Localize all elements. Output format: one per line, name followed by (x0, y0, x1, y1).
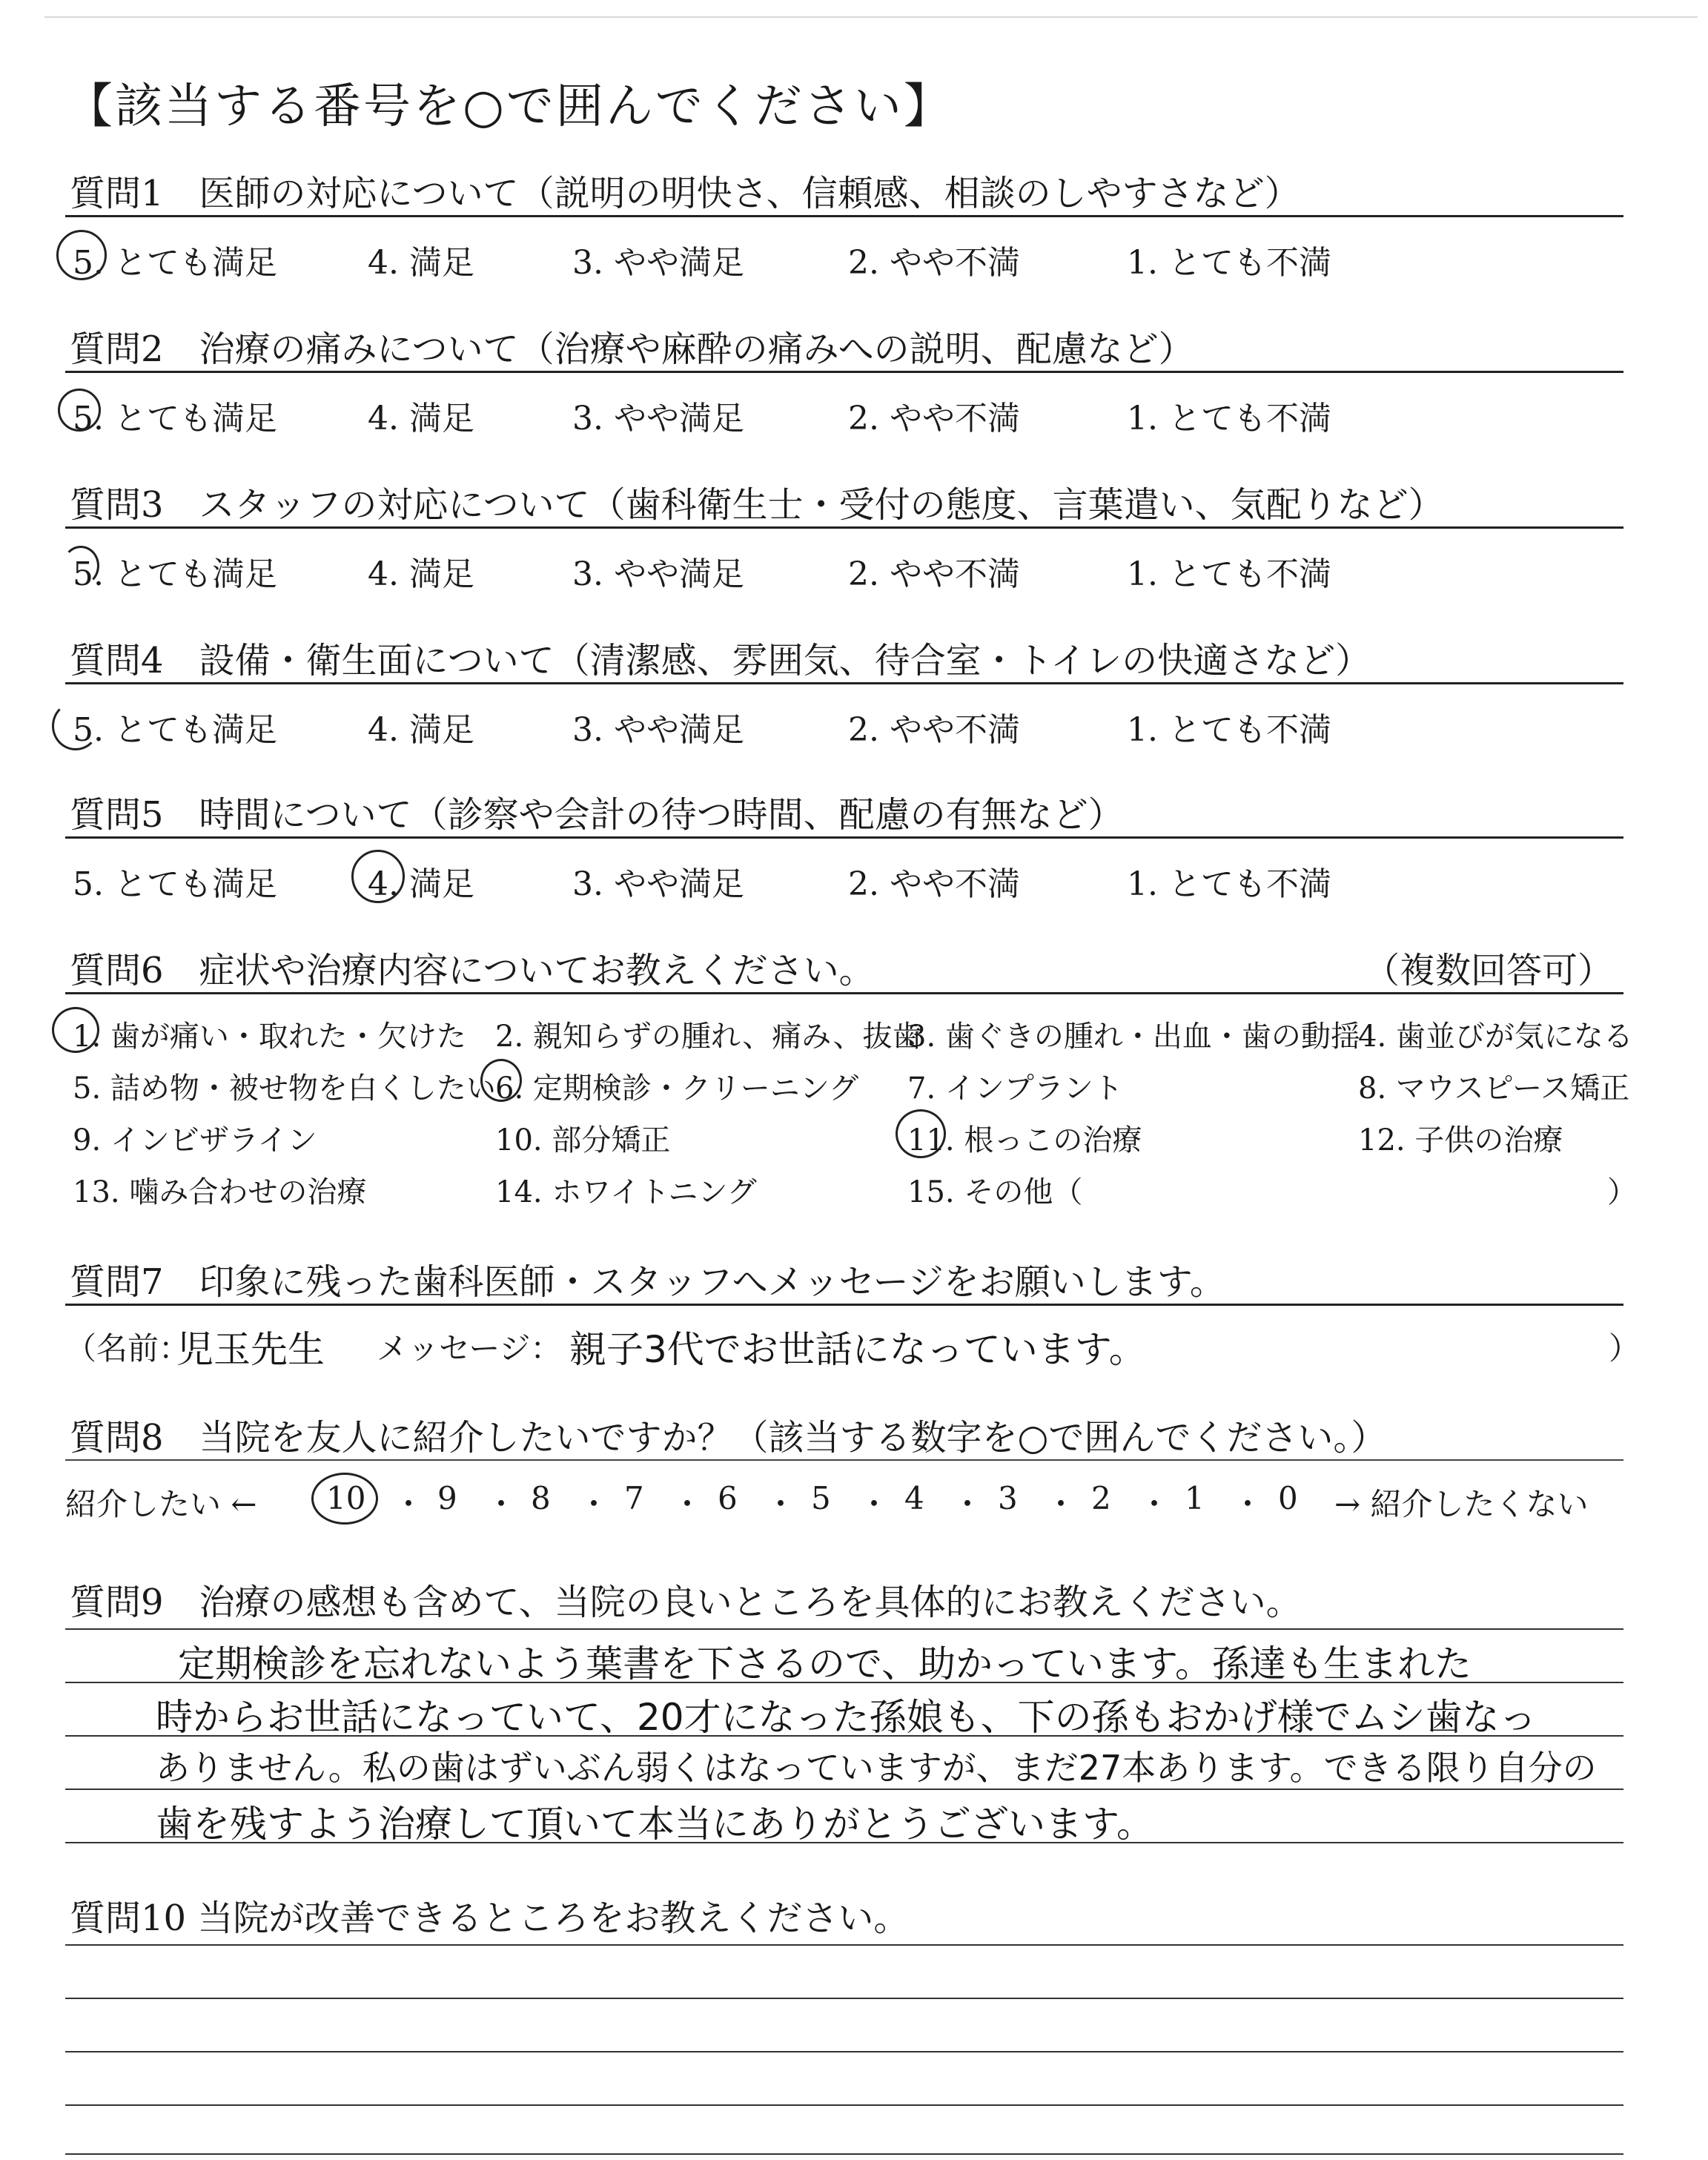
answer-line (65, 2051, 1623, 2052)
option-4[interactable]: 4. 満足 (368, 400, 474, 437)
separator: ・ (672, 1486, 704, 1522)
question-5-title: 質問5 時間について（診察や会計の待つ時間、配慮の有無など） (70, 794, 1124, 836)
scale-6[interactable]: 6 (718, 1480, 738, 1516)
question-3-title: 質問3 スタッフの対応について（歯科衛生士・受付の態度、言葉遣い、気配りなど） (70, 484, 1444, 526)
question-1-title: 質問1 医師の対応について（説明の明快さ、信頼感、相談のしやすさなど） (70, 173, 1300, 214)
separator: ・ (1045, 1486, 1077, 1522)
option-1[interactable]: 1. とても不満 (1127, 400, 1331, 437)
option-5[interactable]: 5. とても満足 (73, 865, 277, 903)
symptom-option-3[interactable]: 3. 歯ぐきの腫れ・出血・歯の動揺 (907, 1020, 1360, 1054)
answer-line (65, 1628, 1623, 1630)
divider (65, 682, 1623, 684)
divider (65, 1304, 1623, 1306)
symptom-option-4[interactable]: 4. 歯並びが気になる (1358, 1020, 1633, 1054)
message-line (65, 1324, 1641, 1376)
scale-1[interactable]: 1 (1185, 1480, 1205, 1516)
answer-line (65, 2153, 1623, 2155)
symptom-option-11[interactable]: 11. 根っこの治療 (907, 1123, 1142, 1157)
symptom-option-12[interactable]: 12. 子供の治療 (1358, 1123, 1563, 1157)
question-8-title: 質問8 当院を友人に紹介したいですか？（該当する数字を○で囲んでください。） (70, 1417, 1387, 1459)
separator: ・ (1139, 1486, 1171, 1522)
question-6-note: （複数回答可） (1364, 950, 1614, 991)
answer-text-line[interactable]: 定期検診を忘れないよう葉書を下さるので、助かっています。孫達も生まれた (178, 1642, 1472, 1685)
rating-options (0, 236, 1708, 280)
answer-text-line[interactable]: ありません。私の歯はずいぶん弱くはなっていますが、まだ27本あります。できる限り自分の (156, 1748, 1597, 1788)
divider (65, 836, 1623, 839)
option-5[interactable]: 5. とても満足 (73, 244, 277, 282)
question-4-title: 質問4 設備・衛生面について（清潔感、雰囲気、待合室・トイレの快適さなど） (70, 640, 1371, 681)
name-value[interactable]: 児玉先生 (176, 1328, 325, 1371)
option-5[interactable]: 5. とても満足 (73, 400, 277, 437)
answer-line (65, 2104, 1623, 2106)
page-title: 【該当する番号を○で囲んでください】 (65, 79, 953, 134)
symptom-option-2[interactable]: 2. 親知らずの腫れ、痛み、抜歯 (495, 1020, 922, 1054)
scale-4[interactable]: 4 (904, 1480, 924, 1516)
recommend-scale (0, 1480, 1708, 1525)
question-10-title: 質問10 当院が改善できるところをお教えください。 (70, 1898, 910, 1939)
question-6-title: 質問6 症状や治療内容についてお教えください。 (70, 950, 875, 991)
divider (65, 992, 1623, 994)
question-7-title: 質問7 印象に残った歯科医師・スタッフへメッセージをお願いします。 (70, 1261, 1225, 1303)
option-3[interactable]: 3. やや満足 (572, 555, 744, 593)
scale-0[interactable]: 0 (1278, 1480, 1298, 1516)
separator: ・ (765, 1486, 797, 1522)
option-3[interactable]: 3. やや満足 (572, 400, 744, 437)
option-2[interactable]: 2. やや不満 (848, 244, 1020, 282)
option-3[interactable]: 3. やや満足 (572, 865, 744, 903)
divider (65, 371, 1623, 373)
scale-3[interactable]: 3 (998, 1480, 1018, 1516)
option-1[interactable]: 1. とても不満 (1127, 865, 1331, 903)
option-5[interactable]: 5. とても満足 (73, 711, 277, 749)
scale-left-label: 紹介したい ← (65, 1486, 257, 1522)
option-3[interactable]: 3. やや満足 (572, 711, 744, 749)
symptom-option-13[interactable]: 13. 噛み合わせの治療 (73, 1175, 367, 1209)
option-2[interactable]: 2. やや不満 (848, 711, 1020, 749)
option-4[interactable]: 4. 満足 (368, 555, 474, 593)
option-2[interactable]: 2. やや不満 (848, 400, 1020, 437)
other-close-paren: ） (1607, 1175, 1637, 1209)
message-label: メッセージ： (377, 1330, 562, 1367)
option-2[interactable]: 2. やや不満 (848, 555, 1020, 593)
rating-options (0, 857, 1708, 902)
separator: ・ (393, 1486, 425, 1522)
divider (65, 526, 1623, 529)
symptom-option-6[interactable]: 6. 定期検診・クリーニング (495, 1071, 859, 1106)
scale-2[interactable]: 2 (1091, 1480, 1111, 1516)
symptom-option-7[interactable]: 7. インプラント (907, 1071, 1123, 1106)
name-label: （名前： (65, 1330, 191, 1367)
symptom-option-15[interactable]: 15. その他（ (907, 1175, 1083, 1209)
answer-line (65, 1944, 1623, 1946)
scale-7[interactable]: 7 (624, 1480, 644, 1516)
symptom-option-14[interactable]: 14. ホワイトニング (495, 1175, 757, 1209)
answer-text-line[interactable]: 時からお世話になっていて、20才になった孫娘も、下の孫もおかげ様でムシ歯なっ (156, 1696, 1537, 1739)
option-2[interactable]: 2. やや不満 (848, 865, 1020, 903)
question-9-title: 質問9 治療の感想も含めて、当院の良いところを具体的にお教えください。 (70, 1582, 1302, 1623)
answer-text-line[interactable]: 歯を残すよう治療して頂いて本当にありがとうございます。 (156, 1803, 1153, 1846)
divider (65, 215, 1623, 217)
separator: ・ (578, 1486, 610, 1522)
separator: ・ (858, 1486, 890, 1522)
divider (65, 1459, 1623, 1461)
rating-options (0, 392, 1708, 436)
scale-8[interactable]: 8 (531, 1480, 551, 1516)
rating-options (0, 703, 1708, 747)
separator: ・ (1232, 1486, 1264, 1522)
separator: ・ (486, 1486, 517, 1522)
option-3[interactable]: 3. やや満足 (572, 244, 744, 282)
symptom-option-1[interactable]: 1. 歯が痛い・取れた・欠けた (73, 1020, 466, 1054)
scale-5[interactable]: 5 (811, 1480, 831, 1516)
scale-9[interactable]: 9 (437, 1480, 457, 1516)
rating-options (0, 547, 1708, 592)
scale-10[interactable]: 10 (326, 1480, 366, 1516)
symptom-option-8[interactable]: 8. マウスピース矯正 (1358, 1071, 1630, 1106)
symptom-option-10[interactable]: 10. 部分矯正 (495, 1123, 671, 1157)
option-5[interactable]: 5. とても満足 (73, 555, 277, 593)
option-4[interactable]: 4. 満足 (368, 865, 474, 903)
message-value[interactable]: 親子3代でお世話になっています。 (569, 1328, 1146, 1371)
option-1[interactable]: 1. とても不満 (1127, 555, 1331, 593)
top-border (44, 16, 1698, 18)
symptom-option-9[interactable]: 9. インビザライン (73, 1123, 317, 1157)
answer-line (65, 1998, 1623, 1999)
separator: ・ (952, 1486, 984, 1522)
option-1[interactable]: 1. とても不満 (1127, 244, 1331, 282)
close-paren: ） (1609, 1330, 1641, 1367)
option-4[interactable]: 4. 満足 (368, 244, 474, 282)
symptom-option-5[interactable]: 5. 詰め物・被せ物を白くしたい (73, 1071, 496, 1106)
option-1[interactable]: 1. とても不満 (1127, 711, 1331, 749)
question-2-title: 質問2 治療の痛みについて（治療や麻酔の痛みへの説明、配慮など） (70, 328, 1194, 370)
option-4[interactable]: 4. 満足 (368, 711, 474, 749)
scale-right-label: → 紹介したくない (1334, 1486, 1589, 1522)
